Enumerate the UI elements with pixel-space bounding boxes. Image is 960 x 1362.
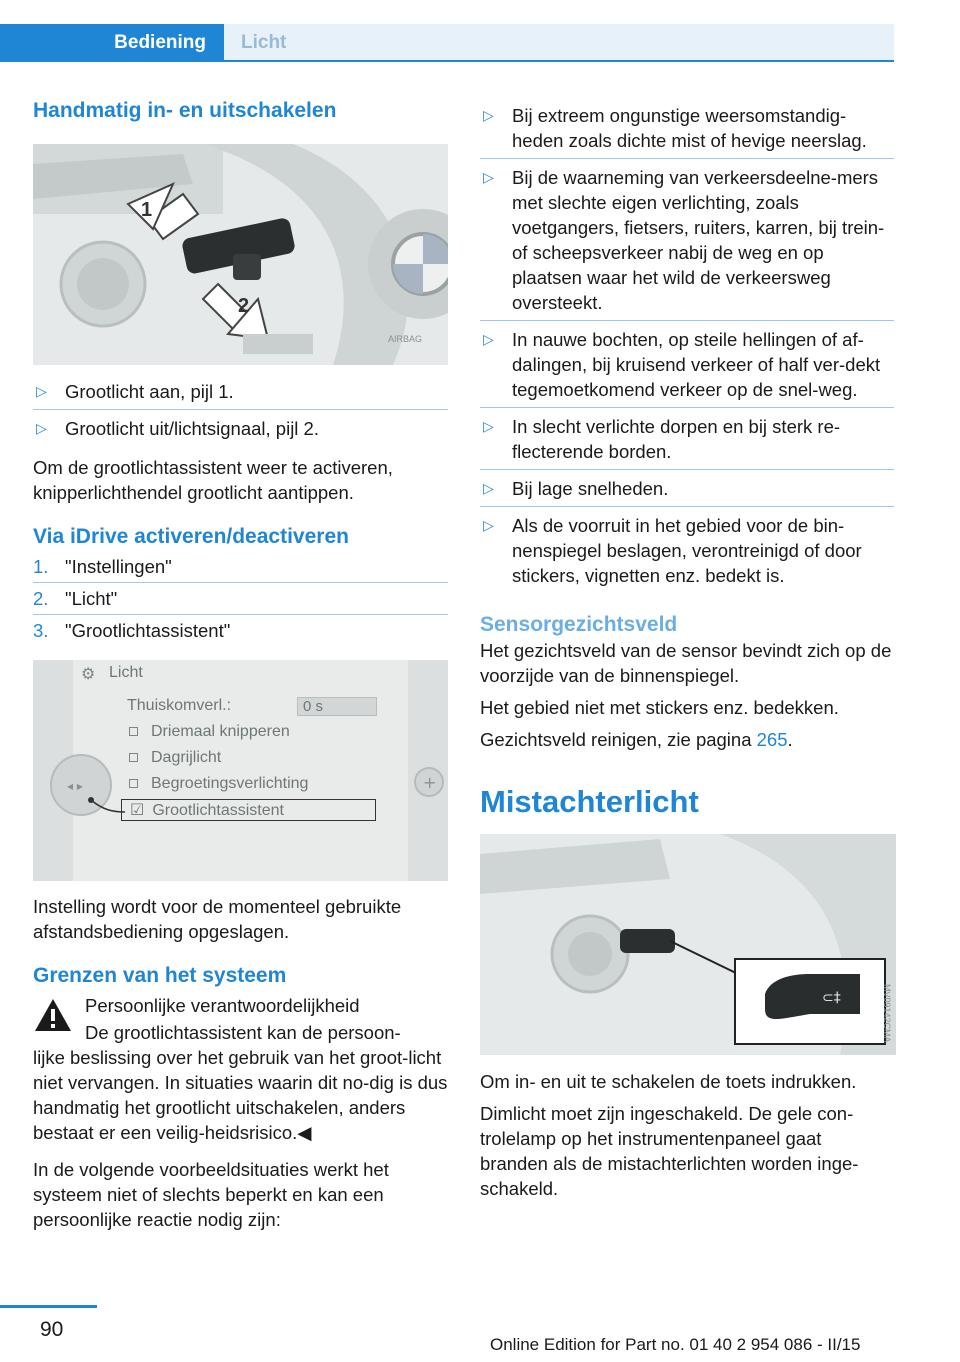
page-link[interactable]: 265 (756, 729, 788, 750)
svg-text:2: 2 (238, 295, 250, 317)
right-column (480, 103, 894, 1201)
screen-row-label: Thuiskomverl.: (127, 697, 232, 714)
list-item: ▷ Bij lage snelheden. (480, 476, 894, 507)
footer-edition: Online Edition for Part no. 01 40 2 954 086 - II/15 (490, 1335, 861, 1354)
steering-wheel-stalk-image (33, 144, 448, 365)
svg-text:+: + (423, 773, 437, 792)
svg-text:⊂‡: ⊂‡ (822, 990, 841, 1006)
footer-accent-line (0, 1305, 97, 1308)
heading-idrive: Via iDrive activeren/deactiveren (33, 525, 349, 548)
list-item: ▷ Grootlicht aan, pijl 1. (33, 379, 448, 410)
screen-option-3[interactable]: Begroetingsverlichting (129, 775, 308, 793)
checkbox-icon (129, 753, 138, 762)
list-item: ▷ Als de voorruit in het gebied voor de bin-nenspiegel beslagen, verontreinigd of door stickers, vignetten enz. bedekt is. (483, 515, 862, 586)
page-number: 90 (40, 1318, 64, 1341)
warning-triangle-icon (33, 997, 73, 1033)
svg-text:AIRBAG: AIRBAG (388, 334, 423, 344)
paragraph-reactivate: Om de grootlichtassistent weer te activeren, knipperlichthendel grootlicht aantippen. (33, 457, 393, 503)
checkbox-icon (129, 779, 138, 788)
list-item: ▷ In nauwe bochten, op steile hellingen of af-dalingen, bij kruisend verkeer of half ver-dekt tegemoetkomend verkeer op de snel-weg. (480, 327, 894, 408)
list-item: ▷ In slecht verlichte dorpen en bij sterk re-flecterende borden. (480, 414, 894, 470)
step-item: 2. "Licht" (33, 586, 448, 615)
paragraph-fog-2: Dimlicht moet zijn ingeschakeld. De gele con-trolelamp op het instrumentenpaneel gaat branden als de mistachterlichten worden inge-schakeld. (480, 1103, 859, 1199)
paragraph-examples: In de volgende voorbeeldsituaties werkt het systeem niet of slechts beperkt en kan een persoonlijke reactie nodig zijn: (33, 1159, 389, 1230)
warning-block (33, 993, 448, 1045)
screen-title: Licht (109, 664, 143, 681)
paragraph-sensor-3: Gezichtsveld reinigen, zie pagina 265. (480, 729, 793, 750)
screen-option-1[interactable]: Driemaal knipperen (129, 723, 290, 741)
image-code: MV09142CMA (882, 984, 892, 1043)
svg-text:◂ ▸: ◂ ▸ (67, 779, 83, 793)
heading-manual: Handmatig in- en uitschakelen (33, 99, 337, 122)
header-divider (0, 60, 894, 62)
screen-frame (33, 660, 448, 881)
header-tabbar (0, 0, 960, 62)
step-item: 1. "Instellingen" (33, 554, 448, 583)
checkbox-icon (129, 727, 138, 736)
paragraph-saved: Instelling wordt voor de momenteel gebruikte afstandsbediening opgeslagen. (33, 896, 402, 942)
svg-text:1: 1 (141, 199, 153, 221)
idrive-screen-image (33, 660, 448, 881)
warning-text-first: De grootlichtassistent kan de persoon- (85, 1022, 401, 1043)
list-item: ▷ Bij de waarneming van verkeersdeelne-mers met slechte eigen verlichting, zoals voetgangers, fietsers, ruiters, karren, bij trein- of scheepsverkeer nabij de weg en op plaatsen waar het wild de verkeersweg oversteekt. (480, 165, 894, 321)
screen-option-2[interactable]: Dagrijlicht (129, 749, 221, 767)
tab-licht[interactable]: Licht (224, 24, 894, 62)
heading-fog-light: Mistachterlicht (480, 784, 699, 819)
list-item: ▷ Bij extreem ongunstige weersomstandig-heden zoals dichte mist of hevige neerslag. (480, 103, 894, 159)
paragraph-sensor-1: Het gezichtsveld van de sensor bevindt zich op de voorzijde van de binnenspiegel. (480, 640, 892, 686)
tab-bediening[interactable]: Bediening (0, 24, 224, 62)
heading-limits: Grenzen van het systeem (33, 964, 287, 987)
gear-icon: ⚙ (81, 664, 96, 683)
fog-switch-illustration (480, 834, 896, 1055)
fog-light-switch-image (480, 834, 896, 1055)
stalk-illustration (33, 144, 448, 365)
warning-text-rest: lijke beslissing over het gebruik van het groot-licht niet vervangen. In situaties waarin dit no-dig is dus handmatig het grootlicht uitschakelen, anders bestaat er een veilig-heidsrisico.◀ (33, 1047, 448, 1143)
left-column (33, 98, 448, 1232)
heading-sensor: Sensorgezichtsveld (480, 613, 678, 636)
paragraph-fog-1: Om in- en uit te schakelen de toets indrukken. (480, 1071, 857, 1092)
paragraph-sensor-2: Het gebied niet met stickers enz. bedekken. (480, 697, 839, 718)
warning-title: Persoonlijke verantwoordelijkheid (85, 995, 360, 1016)
screen-option-4-selected[interactable]: ☑ Grootlichtassistent (121, 799, 376, 821)
checkbox-checked-icon: ☑ (130, 800, 145, 819)
step-item: 3. "Grootlichtassistent" (33, 620, 231, 641)
screen-row-value[interactable]: 0 s (297, 697, 377, 716)
list-item: ▷ Grootlicht uit/lichtsignaal, pijl 2. (36, 418, 319, 439)
